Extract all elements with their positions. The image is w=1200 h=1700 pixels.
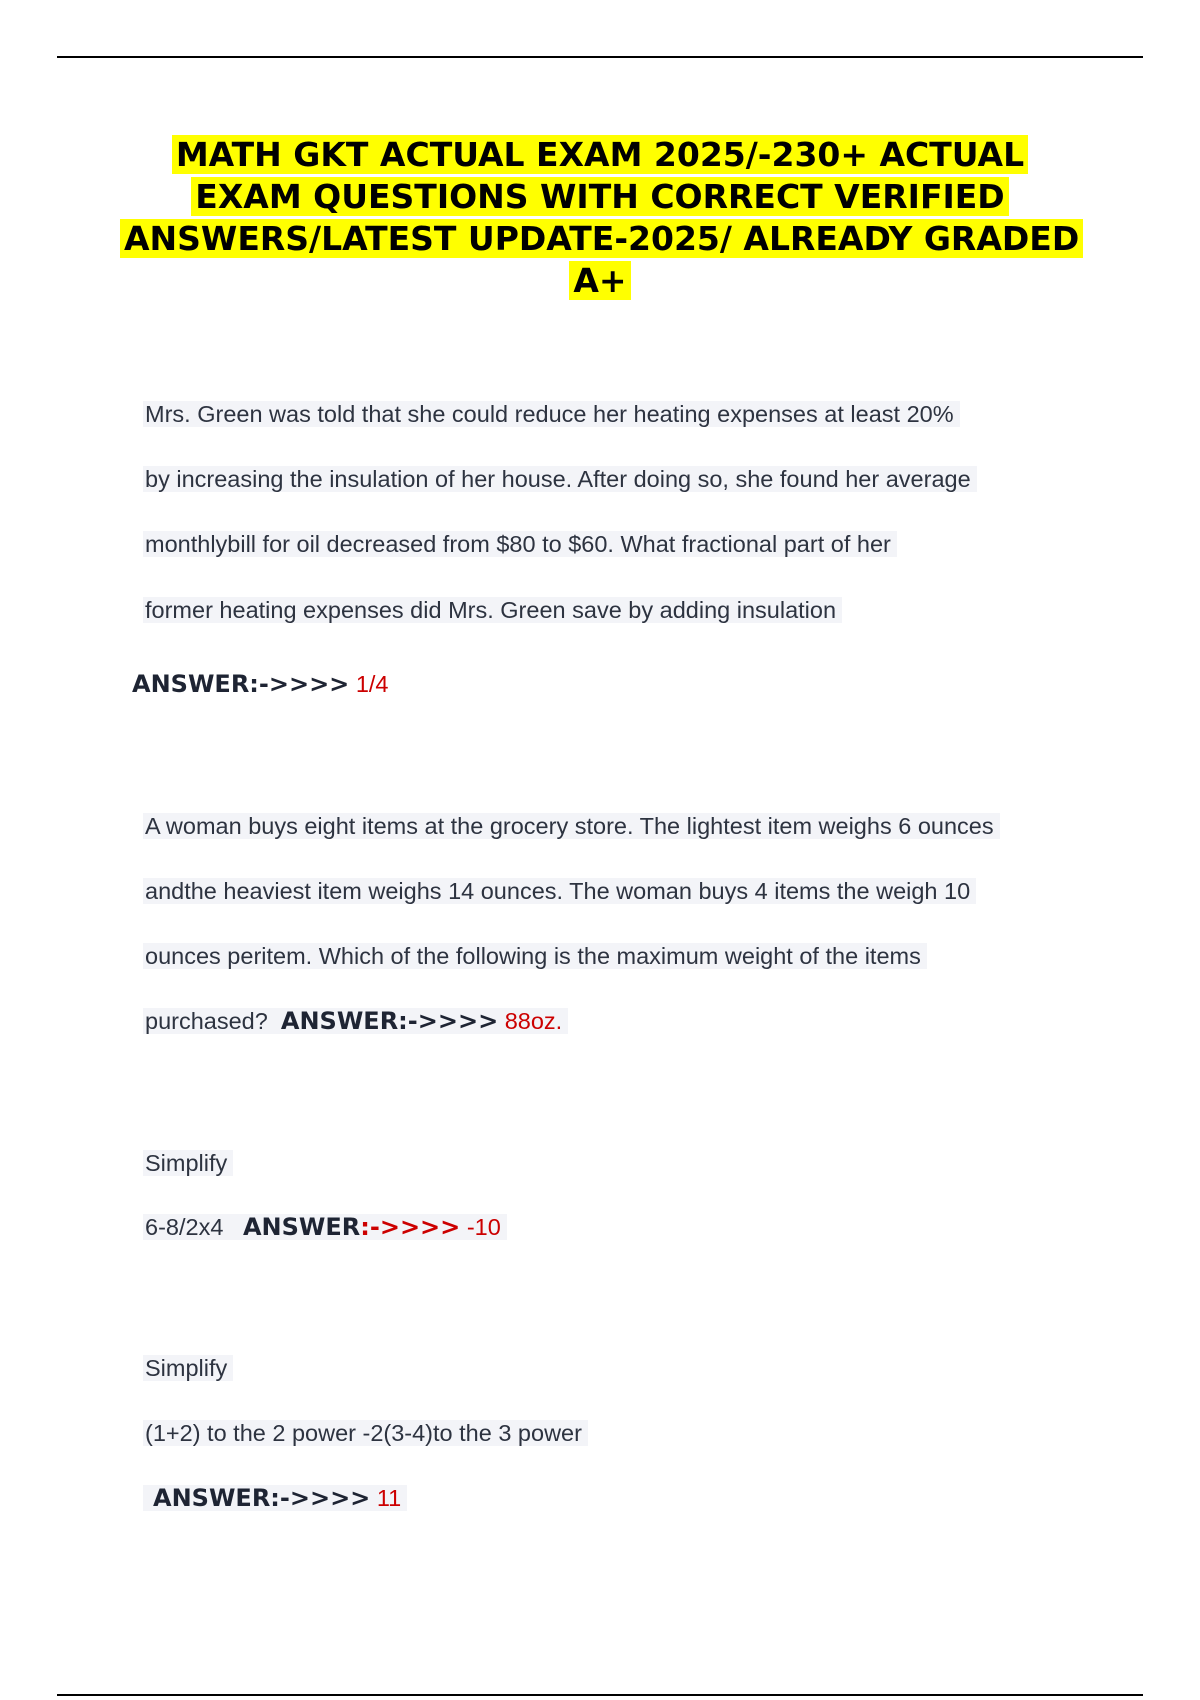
question-3-expression: 6-8/2x4 — [145, 1214, 224, 1240]
question-2-line-3: ounces peritem. Which of the following is the maximum weight of the items — [143, 938, 927, 974]
answer-arrow: :->>>> — [360, 1213, 461, 1241]
answer-label: ANSWER — [242, 1213, 361, 1241]
question-2-text: purchased? — [145, 1008, 268, 1034]
answer-label: ANSWER:->>>> — [132, 670, 350, 698]
bottom-rule — [57, 1694, 1143, 1696]
question-2-line-4 — [143, 1003, 568, 1039]
question-3-prompt: Simplify — [143, 1145, 233, 1181]
question-2-line-1: A woman buys eight items at the grocery store. The lightest item weighs 6 ounces — [143, 808, 1000, 844]
document-title — [120, 134, 1080, 302]
answer-label: ANSWER:->>>> — [280, 1007, 499, 1035]
answer-value: 88oz. — [504, 1008, 563, 1034]
answer-value: -10 — [466, 1214, 501, 1240]
question-1-line-1: Mrs. Green was told that she could reduce her heating expenses at least 20% — [143, 396, 960, 432]
question-2-line-2: andthe heaviest item weighs 14 ounces. The woman buys 4 items the weigh 10 — [143, 873, 976, 909]
question-1-line-3: monthlybill for oil decreased from $80 to $60. What fractional part of her — [143, 526, 897, 562]
question-4-expression: (1+2) to the 2 power -2(3-4)to the 3 power — [143, 1415, 588, 1451]
question-1-line-2: by increasing the insulation of her house. After doing so, she found her average — [143, 461, 977, 497]
question-3-line — [143, 1209, 507, 1245]
title-highlight: MATH GKT ACTUAL EXAM 2025/-230+ ACTUAL EXAM QUESTIONS WITH CORRECT VERIFIED ANSWERS/LATEST UPDATE-2025/ ALREADY GRADED A+ — [120, 135, 1083, 300]
top-rule — [57, 56, 1143, 58]
answer-value: 1/4 — [355, 671, 389, 697]
answer-value: 11 — [376, 1485, 402, 1511]
question-1-answer — [132, 666, 389, 702]
question-1-line-4: former heating expenses did Mrs. Green save by adding insulation — [143, 592, 842, 628]
question-4-prompt: Simplify — [143, 1350, 233, 1386]
answer-label: ANSWER:->>>> — [153, 1484, 371, 1512]
question-4-answer — [143, 1480, 407, 1516]
